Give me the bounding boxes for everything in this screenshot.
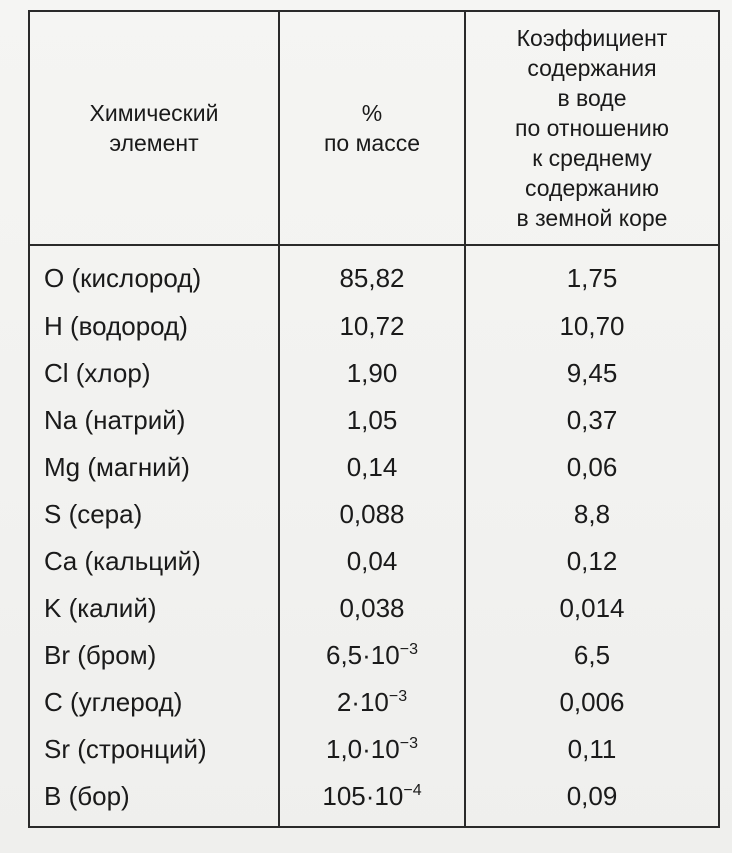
- table-row: [29, 585, 719, 632]
- coefficient-value: 10,70: [465, 303, 719, 350]
- table-row: [29, 726, 719, 773]
- table-body: [29, 245, 719, 827]
- element-name: S (сера): [29, 491, 279, 538]
- mass-exponent: −3: [388, 688, 408, 705]
- element-name: C (углерод): [29, 679, 279, 726]
- element-name: K (калий): [29, 585, 279, 632]
- element-name: Ca (кальций): [29, 538, 279, 585]
- header-mass-line-2: по массе: [323, 130, 421, 156]
- element-name: H (водород): [29, 303, 279, 350]
- header-row: [29, 11, 719, 245]
- table-row: [29, 397, 719, 444]
- coefficient-value: 0,09: [465, 773, 719, 827]
- mass-percent: 0,14: [279, 444, 465, 491]
- coefficient-value: 0,11: [465, 726, 719, 773]
- mass-percent: 1,90: [279, 350, 465, 397]
- header-coef-line-4: по отношению: [515, 115, 669, 141]
- header-coef-line-7: в земной коре: [516, 205, 668, 231]
- mass-exponent: −3: [399, 735, 418, 752]
- coefficient-value: 0,12: [465, 538, 719, 585]
- table-header: [29, 11, 719, 245]
- table-row: [29, 350, 719, 397]
- element-name: B (бор): [29, 773, 279, 827]
- table-row: [29, 538, 719, 585]
- element-name: Mg (магний): [29, 444, 279, 491]
- header-coef-line-6: содержанию: [524, 175, 660, 201]
- element-name: Cl (хлор): [29, 350, 279, 397]
- mass-percent: 85,82: [279, 245, 465, 303]
- coefficient-value: 8,8: [465, 491, 719, 538]
- table-row: [29, 444, 719, 491]
- element-name: O (кислород): [29, 245, 279, 303]
- mass-base: 6,5·10: [326, 640, 400, 670]
- mass-percent: [279, 726, 465, 773]
- table-row: [29, 245, 719, 303]
- table-row: [29, 491, 719, 538]
- element-name: Sr (стронций): [29, 726, 279, 773]
- mass-percent: 0,04: [279, 538, 465, 585]
- mass-percent: 0,038: [279, 585, 465, 632]
- mass-exponent: −3: [399, 641, 418, 658]
- header-coefficient: [465, 11, 719, 245]
- element-name: Na (натрий): [29, 397, 279, 444]
- mass-base: 1,0·10: [326, 734, 400, 764]
- coefficient-value: 6,5: [465, 632, 719, 679]
- header-element: [29, 11, 279, 245]
- coefficient-value: 1,75: [465, 245, 719, 303]
- header-coef-line-1: Коэффициент: [516, 25, 668, 51]
- table-row: [29, 303, 719, 350]
- mass-base: 105·10: [322, 781, 404, 811]
- mass-percent: 10,72: [279, 303, 465, 350]
- table-row: [29, 679, 719, 726]
- mass-base: 2·10: [336, 687, 389, 717]
- mass-percent: [279, 679, 465, 726]
- header-element-line-2: элемент: [109, 130, 199, 156]
- table-row: [29, 632, 719, 679]
- mass-exponent: −4: [403, 782, 422, 799]
- coefficient-value: 0,06: [465, 444, 719, 491]
- header-mass: [279, 11, 465, 245]
- chemical-composition-table: [28, 10, 720, 828]
- coefficient-value: 0,014: [465, 585, 719, 632]
- mass-percent: [279, 773, 465, 827]
- mass-percent: [279, 632, 465, 679]
- element-name: Br (бром): [29, 632, 279, 679]
- header-element-line-1: Химический: [89, 100, 219, 126]
- header-coef-line-2: содержания: [527, 55, 657, 81]
- header-coef-line-5: к среднему: [532, 145, 652, 171]
- mass-percent: 1,05: [279, 397, 465, 444]
- coefficient-value: 0,37: [465, 397, 719, 444]
- coefficient-value: 9,45: [465, 350, 719, 397]
- coefficient-value: 0,006: [465, 679, 719, 726]
- header-mass-line-1: %: [361, 100, 383, 126]
- header-coef-line-3: в воде: [557, 85, 627, 111]
- mass-percent: 0,088: [279, 491, 465, 538]
- table-row: [29, 773, 719, 827]
